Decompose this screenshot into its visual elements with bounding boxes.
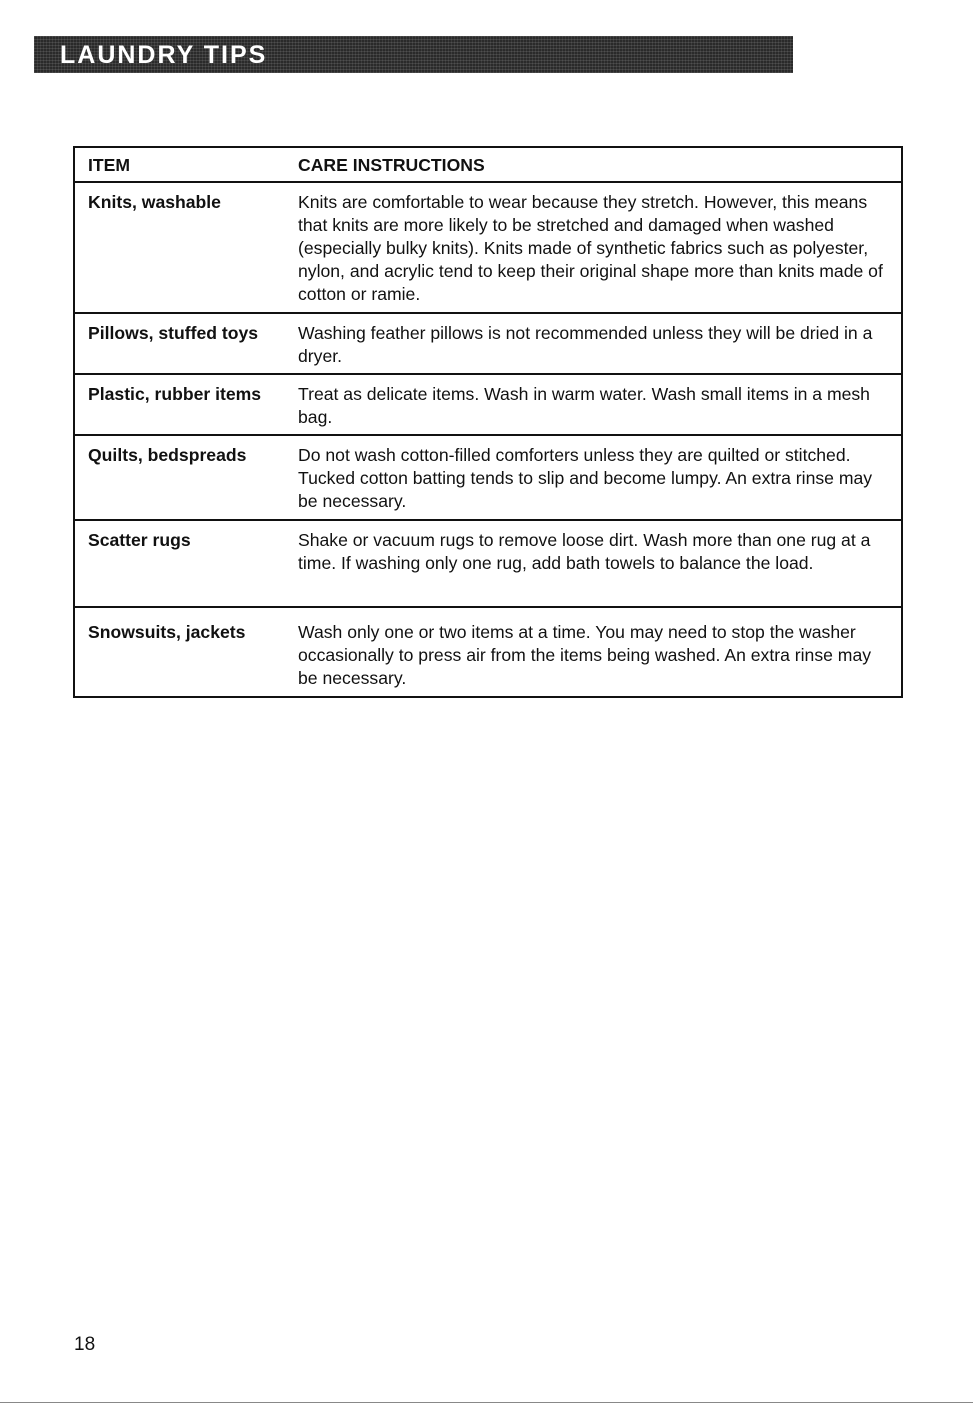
care-instructions: Shake or vacuum rugs to remove loose dirt. Wash more than one rug at a time. If washing only one rug, add bath towels to balance the load.	[286, 520, 902, 607]
item-name: Quilts, bedspreads	[74, 435, 286, 520]
page-title: LAUNDRY TIPS	[60, 41, 268, 69]
care-instructions: Treat as delicate items. Wash in warm water. Wash small items in a mesh bag.	[286, 374, 902, 435]
section-banner	[34, 36, 793, 73]
laundry-tips-table	[73, 146, 903, 698]
table-row	[74, 313, 902, 374]
item-name: Scatter rugs	[74, 520, 286, 607]
table-row	[74, 520, 902, 607]
table-row	[74, 182, 902, 313]
care-instructions: Wash only one or two items at a time. You may need to stop the washer occasionally to press air from the items being washed. An extra rinse may be necessary.	[286, 607, 902, 697]
care-instructions: Knits are comfortable to wear because they stretch. However, this means that knits are more likely to be stretched and damaged when washed (especially bulky knits). Knits made of synthetic fabrics such as polyester, nylon, and acrylic tend to keep their original shape more than knits made of cotton or ramie.	[286, 182, 902, 313]
column-header-item: ITEM	[74, 147, 286, 182]
table-row	[74, 374, 902, 435]
bottom-divider	[0, 1402, 973, 1403]
item-name: Plastic, rubber items	[74, 374, 286, 435]
item-name: Pillows, stuffed toys	[74, 313, 286, 374]
item-name: Knits, washable	[74, 182, 286, 313]
care-instructions: Do not wash cotton-filled comforters unless they are quilted or stitched. Tucked cotton batting tends to slip and become lumpy. An extra rinse may be necessary.	[286, 435, 902, 520]
table-header-row	[74, 147, 902, 182]
care-instructions: Washing feather pillows is not recommended unless they will be dried in a dryer.	[286, 313, 902, 374]
page-number: 18	[74, 1334, 96, 1355]
table-row	[74, 607, 902, 697]
column-header-care-instructions: CARE INSTRUCTIONS	[286, 147, 902, 182]
table-row	[74, 435, 902, 520]
item-name: Snowsuits, jackets	[74, 607, 286, 697]
